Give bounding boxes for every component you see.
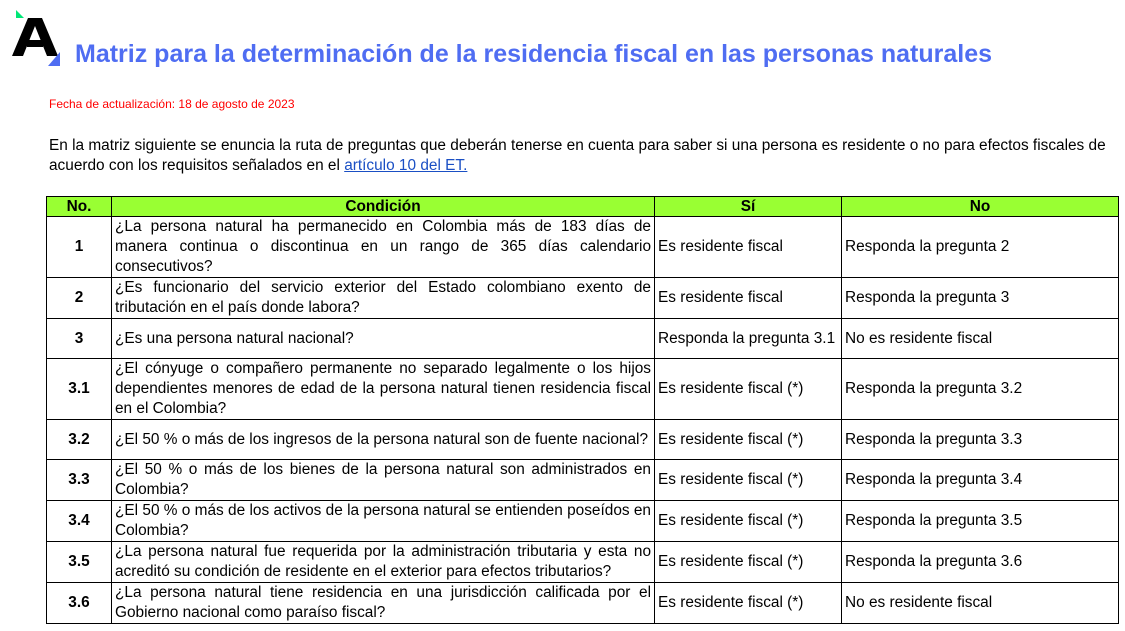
table-row [47, 217, 1119, 278]
row-yes-answer: Es residente fiscal (*) [655, 460, 842, 501]
row-number: 3.1 [47, 359, 112, 420]
table-row [47, 278, 1119, 319]
table-row [47, 420, 1119, 460]
row-condition: ¿El cónyuge o compañero permanente no separado legalmente o los hijos dependientes menores de edad de la persona natural tienen residencia fiscal en el Colombia? [112, 359, 655, 420]
a-letter-logo-icon [10, 8, 62, 66]
row-number: 2 [47, 278, 112, 319]
row-number: 3.3 [47, 460, 112, 501]
row-yes-answer: Es residente fiscal (*) [655, 501, 842, 542]
row-yes-answer: Es residente fiscal (*) [655, 359, 842, 420]
page-title: Matriz para la determinación de la residencia fiscal en las personas naturales [75, 40, 993, 68]
row-no-answer: Responda la pregunta 3.5 [842, 501, 1119, 542]
row-no-answer: Responda la pregunta 3.3 [842, 420, 1119, 460]
row-condition: ¿La persona natural tiene residencia en una jurisdicción calificada por el Gobierno nacional como paraíso fiscal? [112, 583, 655, 624]
residence-matrix-table [46, 196, 1119, 624]
table-row [47, 359, 1119, 420]
row-number: 3.2 [47, 420, 112, 460]
row-no-answer: No es residente fiscal [842, 319, 1119, 359]
row-condition: ¿Es una persona natural nacional? [112, 319, 655, 359]
update-date: Fecha de actualización: 18 de agosto de 2023 [49, 97, 295, 111]
table-row [47, 542, 1119, 583]
header-condition: Condición [112, 197, 655, 217]
row-condition: ¿El 50 % o más de los bienes de la persona natural son administrados en Colombia? [112, 460, 655, 501]
row-yes-answer: Es residente fiscal (*) [655, 420, 842, 460]
row-no-answer: Responda la pregunta 3.2 [842, 359, 1119, 420]
row-number: 3.5 [47, 542, 112, 583]
row-yes-answer: Es residente fiscal (*) [655, 542, 842, 583]
row-number: 3.6 [47, 583, 112, 624]
table-row [47, 460, 1119, 501]
row-no-answer: No es residente fiscal [842, 583, 1119, 624]
row-number: 3 [47, 319, 112, 359]
row-no-answer: Responda la pregunta 2 [842, 217, 1119, 278]
row-number: 1 [47, 217, 112, 278]
row-yes-answer: Es residente fiscal [655, 217, 842, 278]
intro-text: En la matriz siguiente se enuncia la ruta de preguntas que deberán tenerse en cuenta para saber si una persona es residente o no para efectos fiscales de acuerdo con los requisitos señalados en el [49, 137, 1106, 174]
table-row [47, 583, 1119, 624]
article-10-link[interactable]: artículo 10 del ET. [344, 157, 468, 174]
row-condition: ¿Es funcionario del servicio exterior del Estado colombiano exento de tributación en el país donde labora? [112, 278, 655, 319]
row-no-answer: Responda la pregunta 3.4 [842, 460, 1119, 501]
table-header-row [47, 197, 1119, 217]
row-yes-answer: Es residente fiscal [655, 278, 842, 319]
row-condition: ¿La persona natural ha permanecido en Colombia más de 183 días de manera continua o discontinua en un rango de 365 días calendario consecutivos? [112, 217, 655, 278]
row-yes-answer: Es residente fiscal (*) [655, 583, 842, 624]
row-number: 3.4 [47, 501, 112, 542]
row-yes-answer: Responda la pregunta 3.1 [655, 319, 842, 359]
table-row [47, 319, 1119, 359]
row-condition: ¿El 50 % o más de los activos de la persona natural se entienden poseídos en Colombia? [112, 501, 655, 542]
intro-paragraph [49, 136, 1109, 176]
header-no-answer: No [842, 197, 1119, 217]
header-yes: Sí [655, 197, 842, 217]
row-no-answer: Responda la pregunta 3.6 [842, 542, 1119, 583]
table-row [47, 501, 1119, 542]
header-no: No. [47, 197, 112, 217]
row-no-answer: Responda la pregunta 3 [842, 278, 1119, 319]
row-condition: ¿El 50 % o más de los ingresos de la persona natural son de fuente nacional? [112, 420, 655, 460]
row-condition: ¿La persona natural fue requerida por la administración tributaria y esta no acreditó su condición de residente en el exterior para efectos tributarios? [112, 542, 655, 583]
